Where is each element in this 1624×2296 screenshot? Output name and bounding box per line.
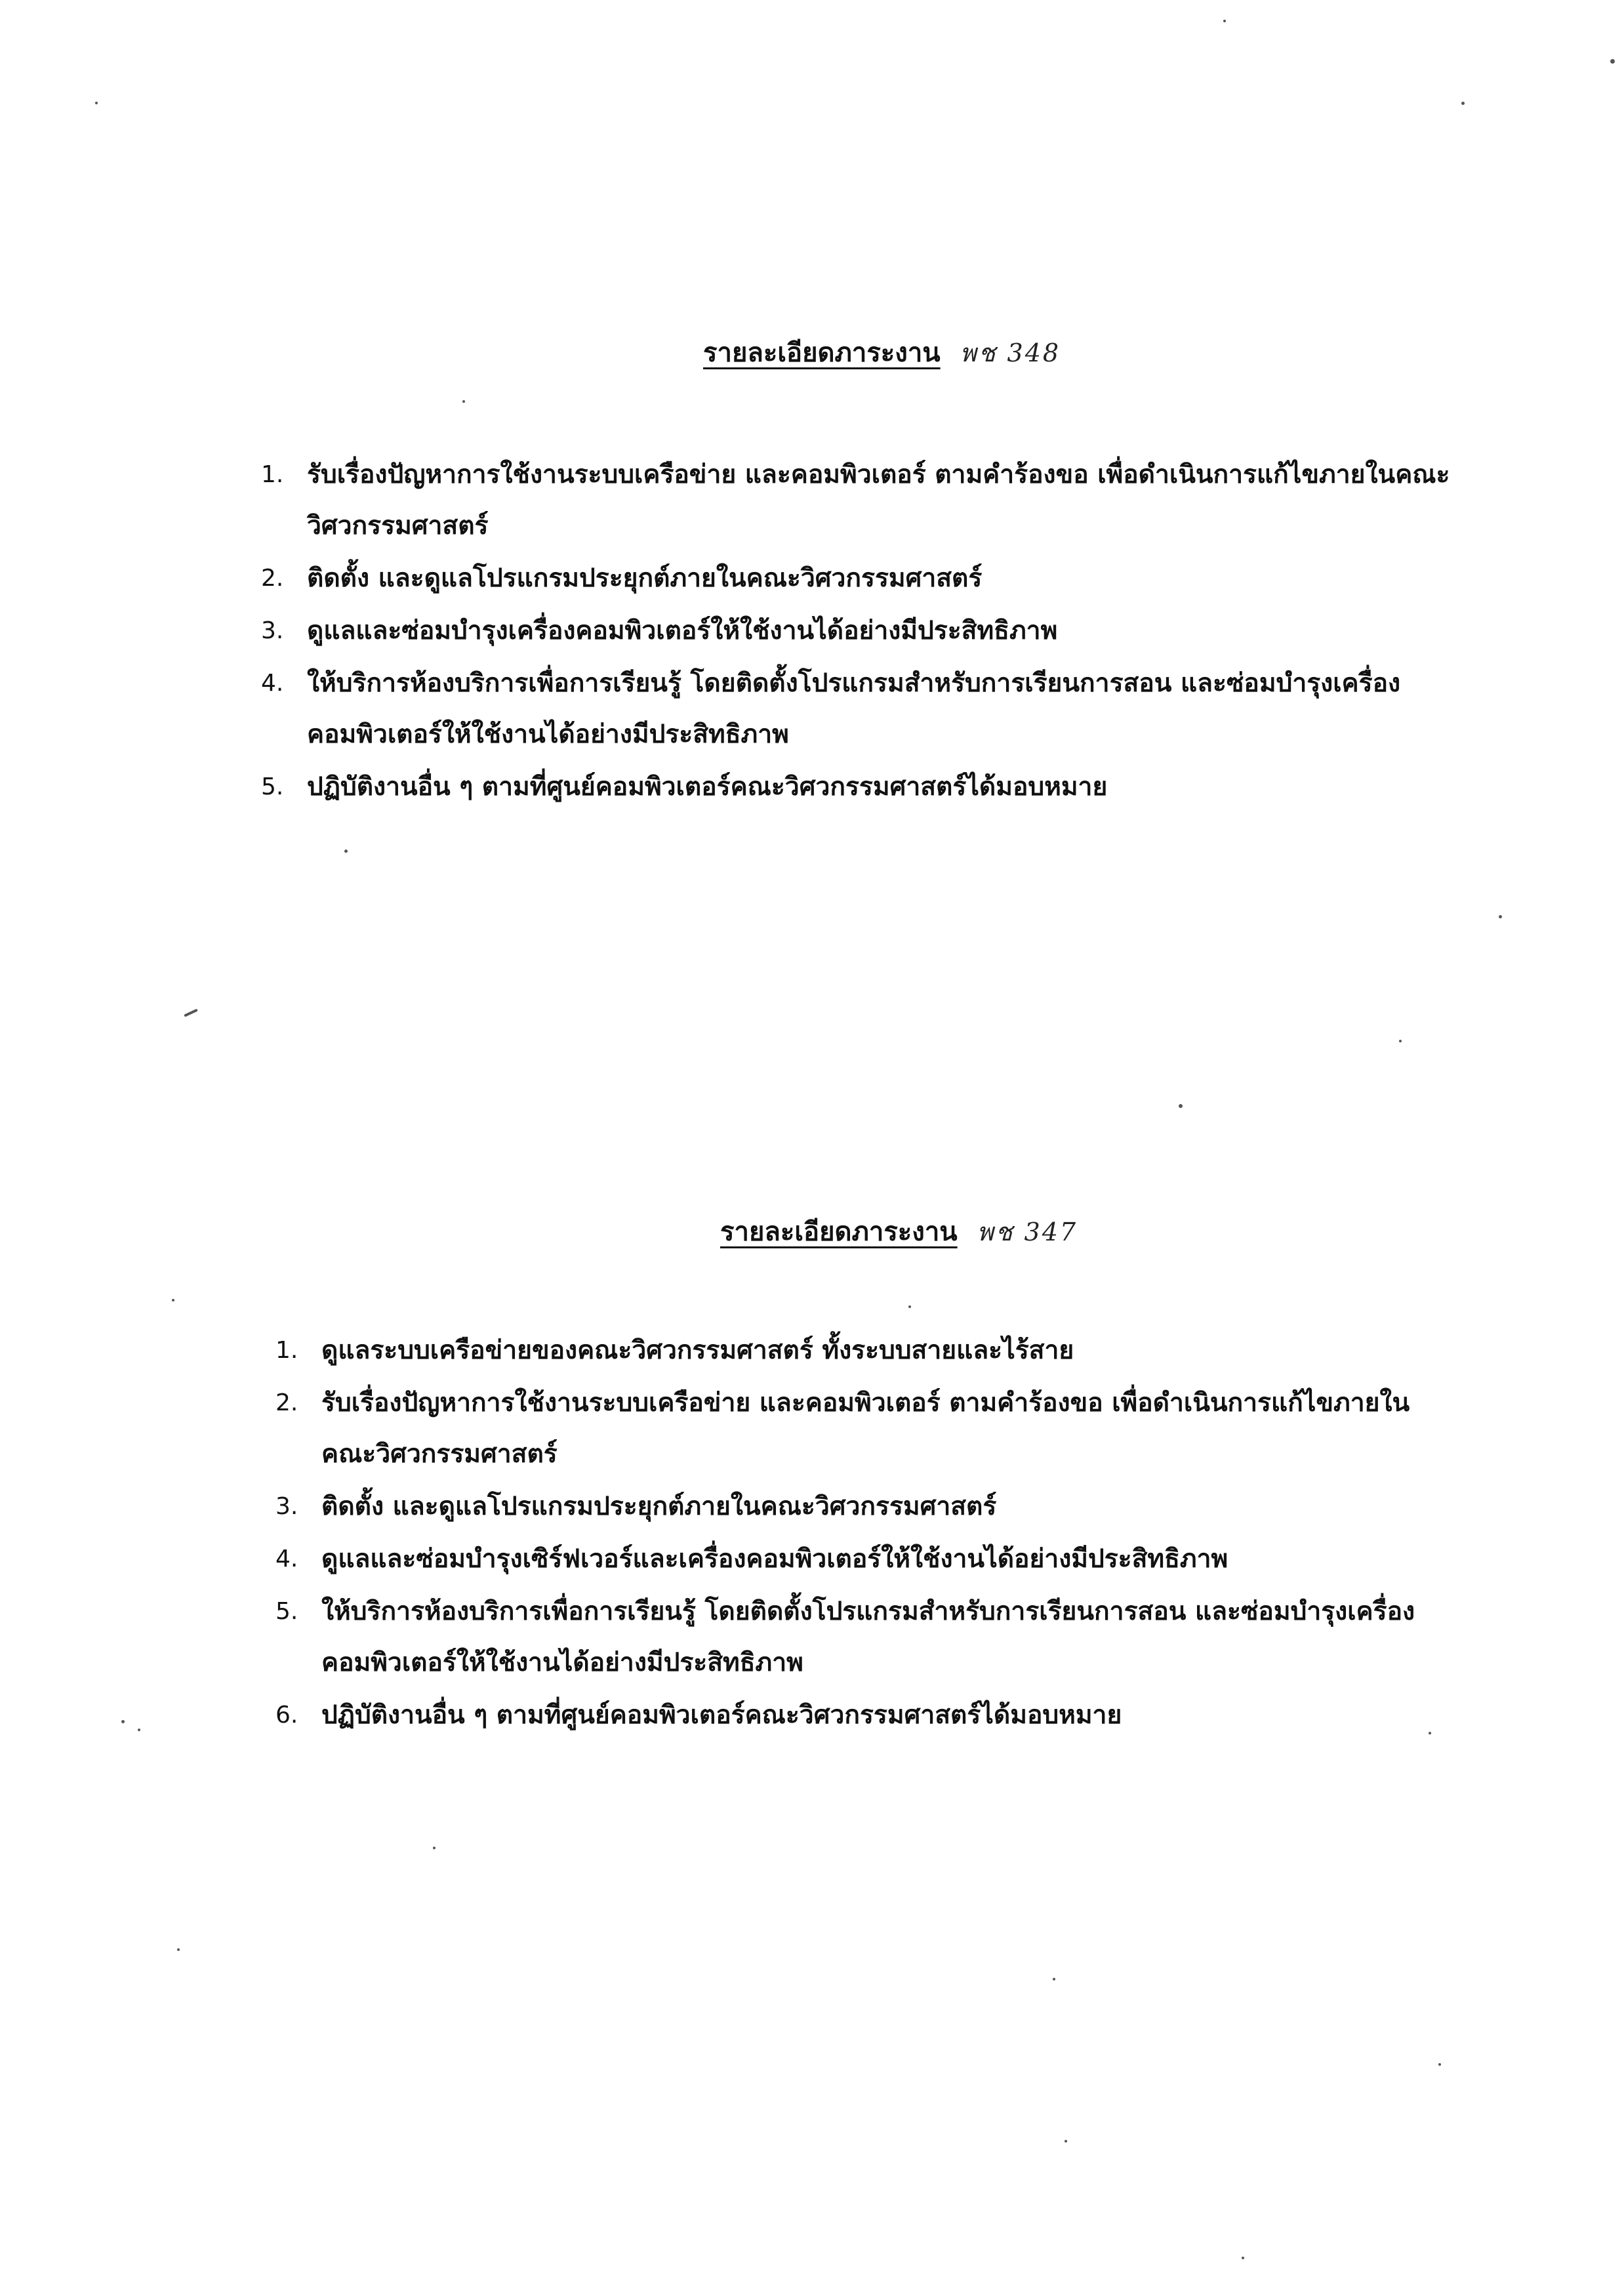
section-title: รายละเอียดภาระงาน [703, 338, 941, 368]
item-number: 5. [261, 773, 284, 800]
item-text: ดูแลระบบเครือข่ายของคณะวิศวกรรมศาสตร์ ทั้งระบบสายและไร้สาย [321, 1336, 1074, 1365]
list-item [261, 605, 1455, 657]
item-text: ให้บริการห้องบริการเพื่อการเรียนรู้ โดยติดตั้งโปรแกรมสำหรับการเรียนการสอน และซ่อมบำรุงเครื่องคอมพิวเตอร์ให้ใช้งานได้อย่างมีประสิทธิภาพ [307, 668, 1401, 749]
list-item [275, 1534, 1463, 1585]
item-text: รับเรื่องปัญหาการใช้งานระบบเครือข่าย และคอมพิวเตอร์ ตามคำร้องขอ เพื่อดำเนินการแก้ไขภายในคณะวิศวกรรมศาสตร์ [307, 460, 1450, 541]
scan-speck [1499, 915, 1502, 918]
scan-speck [462, 400, 465, 403]
scan-speck [1429, 1732, 1431, 1734]
task-list [261, 449, 1455, 814]
item-number: 4. [261, 670, 284, 697]
scan-speck [172, 1299, 174, 1302]
scan-speck [1242, 2257, 1244, 2259]
item-number: 4. [275, 1546, 298, 1572]
item-number: 6. [275, 1702, 298, 1729]
scan-speck [433, 1847, 436, 1849]
scan-speck [344, 850, 348, 853]
scan-speck [1438, 2063, 1441, 2066]
list-item [275, 1481, 1463, 1532]
list-item [275, 1690, 1463, 1741]
scan-speck [1461, 102, 1465, 105]
scan-speck [184, 1009, 198, 1017]
list-item [261, 449, 1455, 552]
list-item [261, 658, 1455, 760]
section-heading [720, 1210, 1078, 1252]
item-number: 2. [275, 1389, 298, 1416]
handwritten-position-code: พช 347 [977, 1218, 1078, 1246]
scan-speck [177, 1948, 180, 1951]
scan-speck [1053, 1978, 1055, 1980]
scan-speck [1399, 1040, 1402, 1042]
item-text: ปฏิบัติงานอื่น ๆ ตามที่ศูนย์คอมพิวเตอร์คณะวิศวกรรมศาสตร์ได้มอบหมาย [307, 772, 1108, 802]
list-item [261, 553, 1455, 604]
item-text: ติดตั้ง และดูแลโปรแกรมประยุกต์ภายในคณะวิศวกรรมศาสตร์ [307, 564, 983, 593]
item-number: 3. [261, 617, 284, 644]
list-item [275, 1325, 1463, 1376]
item-number: 5. [275, 1598, 298, 1625]
section-title: รายละเอียดภาระงาน [720, 1217, 958, 1247]
scan-speck [1065, 2140, 1067, 2142]
handwritten-position-code: พช 348 [960, 338, 1061, 367]
item-text: ดูแลและซ่อมบำรุงเซิร์ฟเวอร์และเครื่องคอมพิวเตอร์ให้ใช้งานได้อย่างมีประสิทธิภาพ [321, 1544, 1228, 1574]
item-text: ดูแลและซ่อมบำรุงเครื่องคอมพิวเตอร์ให้ใช้งานได้อย่างมีประสิทธิภาพ [307, 616, 1058, 646]
scan-speck [121, 1720, 125, 1723]
item-number: 1. [275, 1337, 298, 1364]
scan-speck [1610, 59, 1615, 64]
scan-speck [1223, 20, 1226, 22]
item-number: 1. [261, 461, 284, 488]
scan-speck [138, 1729, 140, 1731]
scan-speck [1179, 1104, 1183, 1108]
item-text: รับเรื่องปัญหาการใช้งานระบบเครือข่าย และคอมพิวเตอร์ ตามคำร้องขอ เพื่อดำเนินการแก้ไขภายในคณะวิศวกรรมศาสตร์ [321, 1388, 1410, 1469]
list-item [261, 762, 1455, 813]
list-item [275, 1586, 1463, 1689]
scan-speck [95, 102, 98, 104]
item-text: ปฏิบัติงานอื่น ๆ ตามที่ศูนย์คอมพิวเตอร์คณะวิศวกรรมศาสตร์ได้มอบหมาย [321, 1700, 1122, 1730]
item-text: ให้บริการห้องบริการเพื่อการเรียนรู้ โดยติดตั้งโปรแกรมสำหรับการเรียนการสอน และซ่อมบำรุงเครื่องคอมพิวเตอร์ให้ใช้งานได้อย่างมีประสิทธิภาพ [321, 1597, 1415, 1677]
list-item [275, 1378, 1463, 1480]
section-heading [703, 331, 1061, 373]
item-number: 3. [275, 1493, 298, 1520]
item-number: 2. [261, 565, 284, 592]
scan-speck [908, 1305, 911, 1308]
item-text: ติดตั้ง และดูแลโปรแกรมประยุกต์ภายในคณะวิศวกรรมศาสตร์ [321, 1492, 997, 1521]
task-list [275, 1325, 1463, 1742]
